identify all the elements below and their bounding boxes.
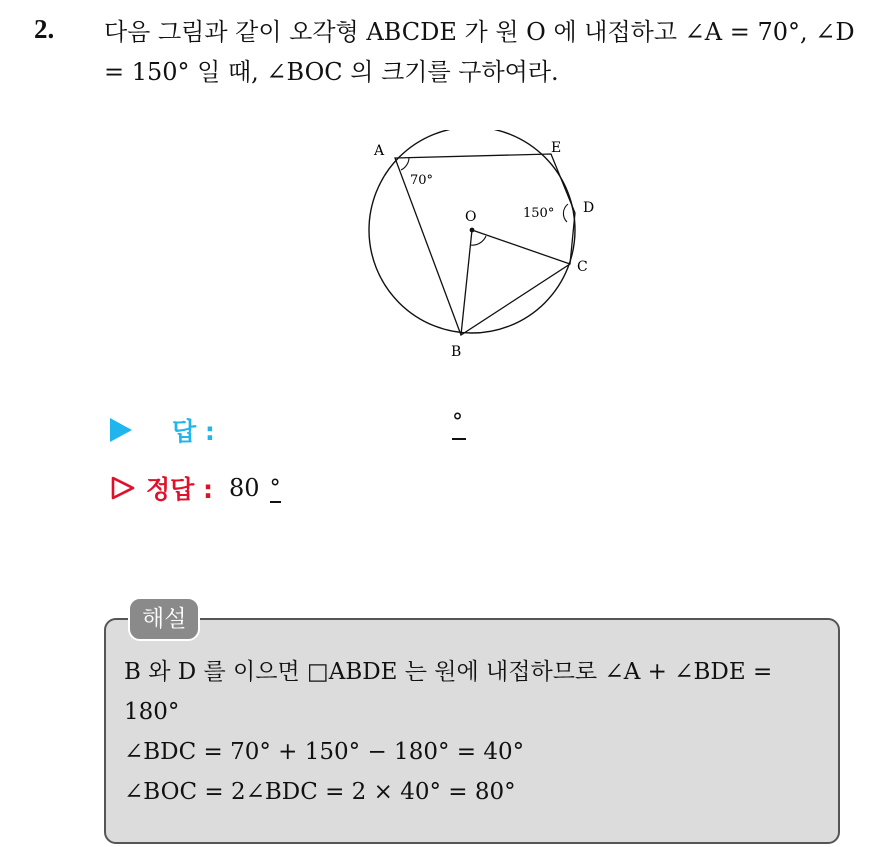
correct-answer-unit: ° bbox=[269, 475, 281, 501]
question-text: 다음 그림과 같이 오각형 ABCDE 가 원 O 에 내접하고 ∠A = 70°, ∠D = 150° 일 때, ∠BOC 의 크기를 구하여라. bbox=[104, 18, 855, 86]
label-e: E bbox=[551, 140, 562, 156]
solution-tag: 해설 bbox=[128, 597, 200, 641]
label-b: B bbox=[451, 344, 462, 360]
arc-angle-a bbox=[401, 158, 409, 170]
label-d: D bbox=[583, 200, 595, 216]
answer-label: 답 : bbox=[172, 417, 215, 446]
label-c: C bbox=[577, 259, 588, 275]
answer-row bbox=[110, 412, 215, 448]
segment-ob bbox=[461, 230, 472, 335]
solution-text bbox=[124, 652, 834, 812]
label-o: O bbox=[465, 209, 477, 225]
correct-answer-row bbox=[110, 470, 281, 506]
center-o-dot bbox=[470, 228, 475, 233]
solution-line: B 와 D 를 이으면 □ABDE 는 원에 내접하므로 ∠A + ∠BDE = bbox=[124, 659, 773, 685]
arc-angle-o bbox=[470, 236, 486, 245]
label-a: A bbox=[374, 143, 385, 159]
solution-line: ∠BOC = 2∠BDC = 2 × 40° = 80° bbox=[124, 779, 516, 805]
answer-blank-underline bbox=[452, 438, 466, 440]
outline-triangle-icon bbox=[110, 475, 136, 501]
solution-line: ∠BDC = 70° + 150° − 180° = 40° bbox=[124, 739, 525, 765]
inscribed-pentagon-figure bbox=[355, 130, 595, 370]
label-angle-a: 70° bbox=[410, 173, 434, 188]
arc-angle-d bbox=[563, 204, 568, 222]
play-triangle-icon bbox=[110, 418, 132, 442]
solution-line: 180° bbox=[124, 699, 180, 725]
label-angle-d: 150° bbox=[523, 206, 555, 221]
question-number: 2. bbox=[34, 14, 55, 44]
answer-unit: ° bbox=[452, 410, 463, 435]
correct-answer-label: 정답 : bbox=[146, 475, 214, 504]
correct-answer-value: 80 bbox=[229, 474, 260, 502]
segment-oc bbox=[472, 230, 570, 264]
